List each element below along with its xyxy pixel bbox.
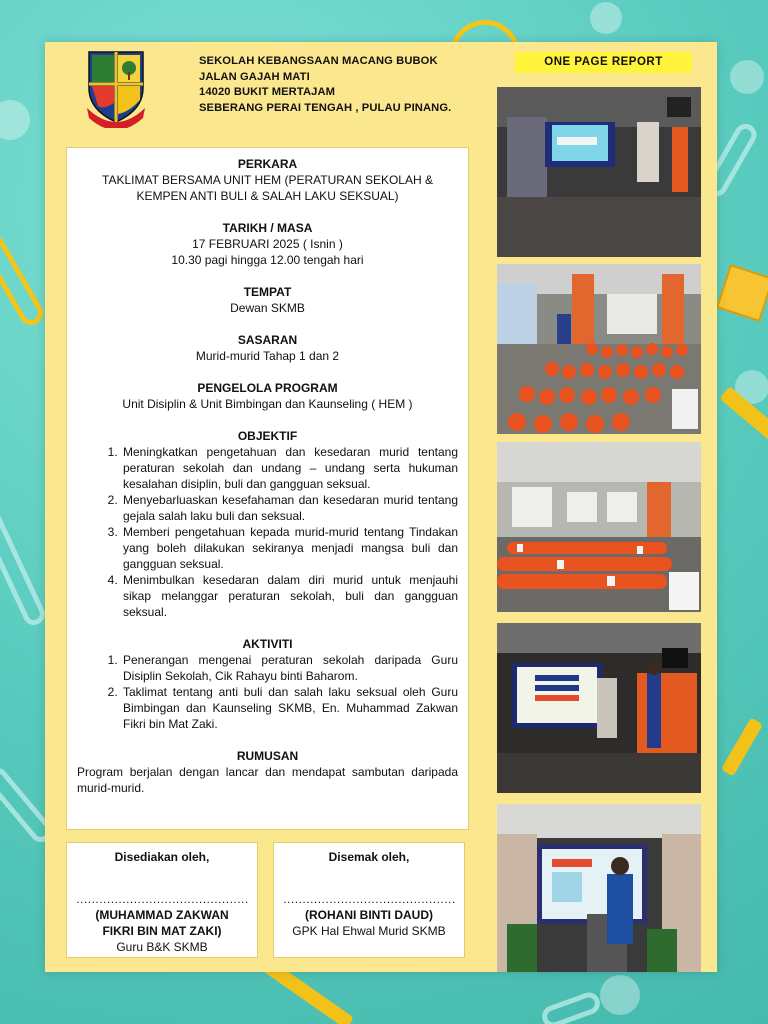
bubble-decoration	[0, 100, 30, 140]
letterhead	[73, 44, 523, 134]
preparer-name: (MUHAMMAD ZAKWAN	[95, 908, 229, 922]
report-content-panel	[66, 147, 469, 830]
list-item: 4. Menimbulkan kesedaran dalam diri murid untuk menjauhi sikap melanggar peraturan sekolah, buli dan gangguan seksual.	[121, 572, 458, 620]
pencil-decoration	[721, 718, 763, 777]
tempat-text: Dewan SKMB	[230, 301, 305, 315]
school-name: SEKOLAH KEBANGSAAN MACANG BUBOK	[199, 55, 438, 67]
section-heading: SASARAN	[237, 333, 298, 347]
section-tarikh	[77, 220, 458, 268]
hall-projector-photo	[497, 87, 701, 257]
checked-by-title: Disemak oleh,	[328, 850, 410, 864]
preparer-role: Guru B&K SKMB	[116, 940, 208, 954]
presenter-podium-photo	[497, 804, 701, 972]
yellow-clip-decoration	[0, 231, 47, 330]
checker-role: GPK Hal Ehwal Murid SKMB	[292, 924, 446, 938]
section-heading: TEMPAT	[243, 285, 292, 299]
hall-audience-photo	[497, 442, 701, 612]
perkara-text: TAKLIMAT BERSAMA UNIT HEM (PERATURAN SEKOLAH & KEMPEN ANTI BULI & SALAH LAKU SEKSUAL)	[102, 173, 433, 203]
tarikh-date: 17 FEBRUARI 2025 ( Isnin )	[192, 237, 343, 251]
pengelola-text: Unit Disiplin & Unit Bimbingan dan Kaunseling ( HEM )	[122, 397, 413, 411]
section-heading: RUMUSAN	[236, 749, 299, 763]
section-heading: PENGELOLA PROGRAM	[197, 381, 338, 395]
school-crest-icon	[83, 48, 149, 128]
section-rumusan	[77, 748, 458, 764]
section-pengelola	[77, 380, 458, 412]
report-sheet	[45, 42, 717, 972]
list-item: 3. Memberi pengetahuan kepada murid-murid tentang Tindakan yang boleh dilakukan sekiranya menjadi mangsa buli dan gangguan seksual.	[121, 524, 458, 572]
school-address-line: 14020 BUKIT MERTAJAM	[199, 86, 336, 99]
aktiviti-list	[121, 652, 458, 732]
prepared-by-title: Disediakan oleh,	[114, 850, 210, 864]
students-seated-photo	[497, 264, 701, 434]
checker-name: (ROHANI BINTI DAUD)	[305, 908, 433, 922]
section-heading: OBJEKTIF	[237, 429, 298, 443]
bubble-decoration	[600, 975, 640, 1015]
report-type-badge: ONE PAGE REPORT	[515, 52, 692, 73]
school-address-block	[199, 54, 451, 116]
paper-clip-decoration	[0, 501, 48, 628]
section-heading: TARIKH / MASA	[222, 221, 313, 235]
section-heading: AKTIVITI	[242, 637, 293, 651]
list-item: 2. Menyebarluaskan kesefahaman dan kesedaran murid tentang gejala salah laku buli dan seksual.	[121, 492, 458, 524]
paper-clip-decoration	[539, 989, 603, 1024]
section-sasaran	[77, 332, 458, 364]
section-tempat	[77, 284, 458, 316]
school-address-line: SEBERANG PERAI TENGAH , PULAU PINANG.	[199, 101, 452, 114]
checked-by-box	[273, 842, 465, 958]
objektif-list	[121, 444, 458, 620]
section-aktiviti	[77, 636, 458, 652]
list-item: 1. Penerangan mengenai peraturan sekolah daripada Guru Disiplin Sekolah, Cik Rahayu binti Baharom.	[121, 652, 458, 684]
yellow-cube-decoration	[716, 264, 768, 322]
preparer-name: FIKRI BIN MAT ZAKI)	[102, 924, 222, 938]
signature-line: ………………………………………	[75, 892, 249, 906]
school-address-line: JALAN GAJAH MATI	[199, 70, 310, 83]
tarikh-time: 10.30 pagi hingga 12.00 tengah hari	[171, 253, 364, 267]
list-item: 2. Taklimat tentang anti buli dan salah laku seksual oleh Guru Bimbingan dan Kaunseling SKMB, En. Muhammad Zakwan Fikri bin Mat Zaki.	[121, 684, 458, 732]
section-objektif	[77, 428, 458, 444]
bubble-decoration	[590, 2, 622, 34]
signature-line: ………………………………………	[282, 892, 456, 906]
bubble-decoration	[730, 60, 764, 94]
rumusan-text: Program berjalan dengan lancar dan mendapat sambutan daripada murid-murid.	[77, 765, 458, 795]
section-perkara	[77, 156, 458, 204]
prepared-by-box	[66, 842, 258, 958]
section-heading: PERKARA	[237, 157, 298, 171]
sasaran-text: Murid-murid Tahap 1 dan 2	[195, 349, 340, 363]
list-item: 1. Meningkatkan pengetahuan dan kesedaran murid tentang peraturan sekolah dan undang – undang serta hukuman kesalahan disiplin, buli dan gangguan seksual.	[121, 444, 458, 492]
presenter-screen-photo	[497, 623, 701, 793]
